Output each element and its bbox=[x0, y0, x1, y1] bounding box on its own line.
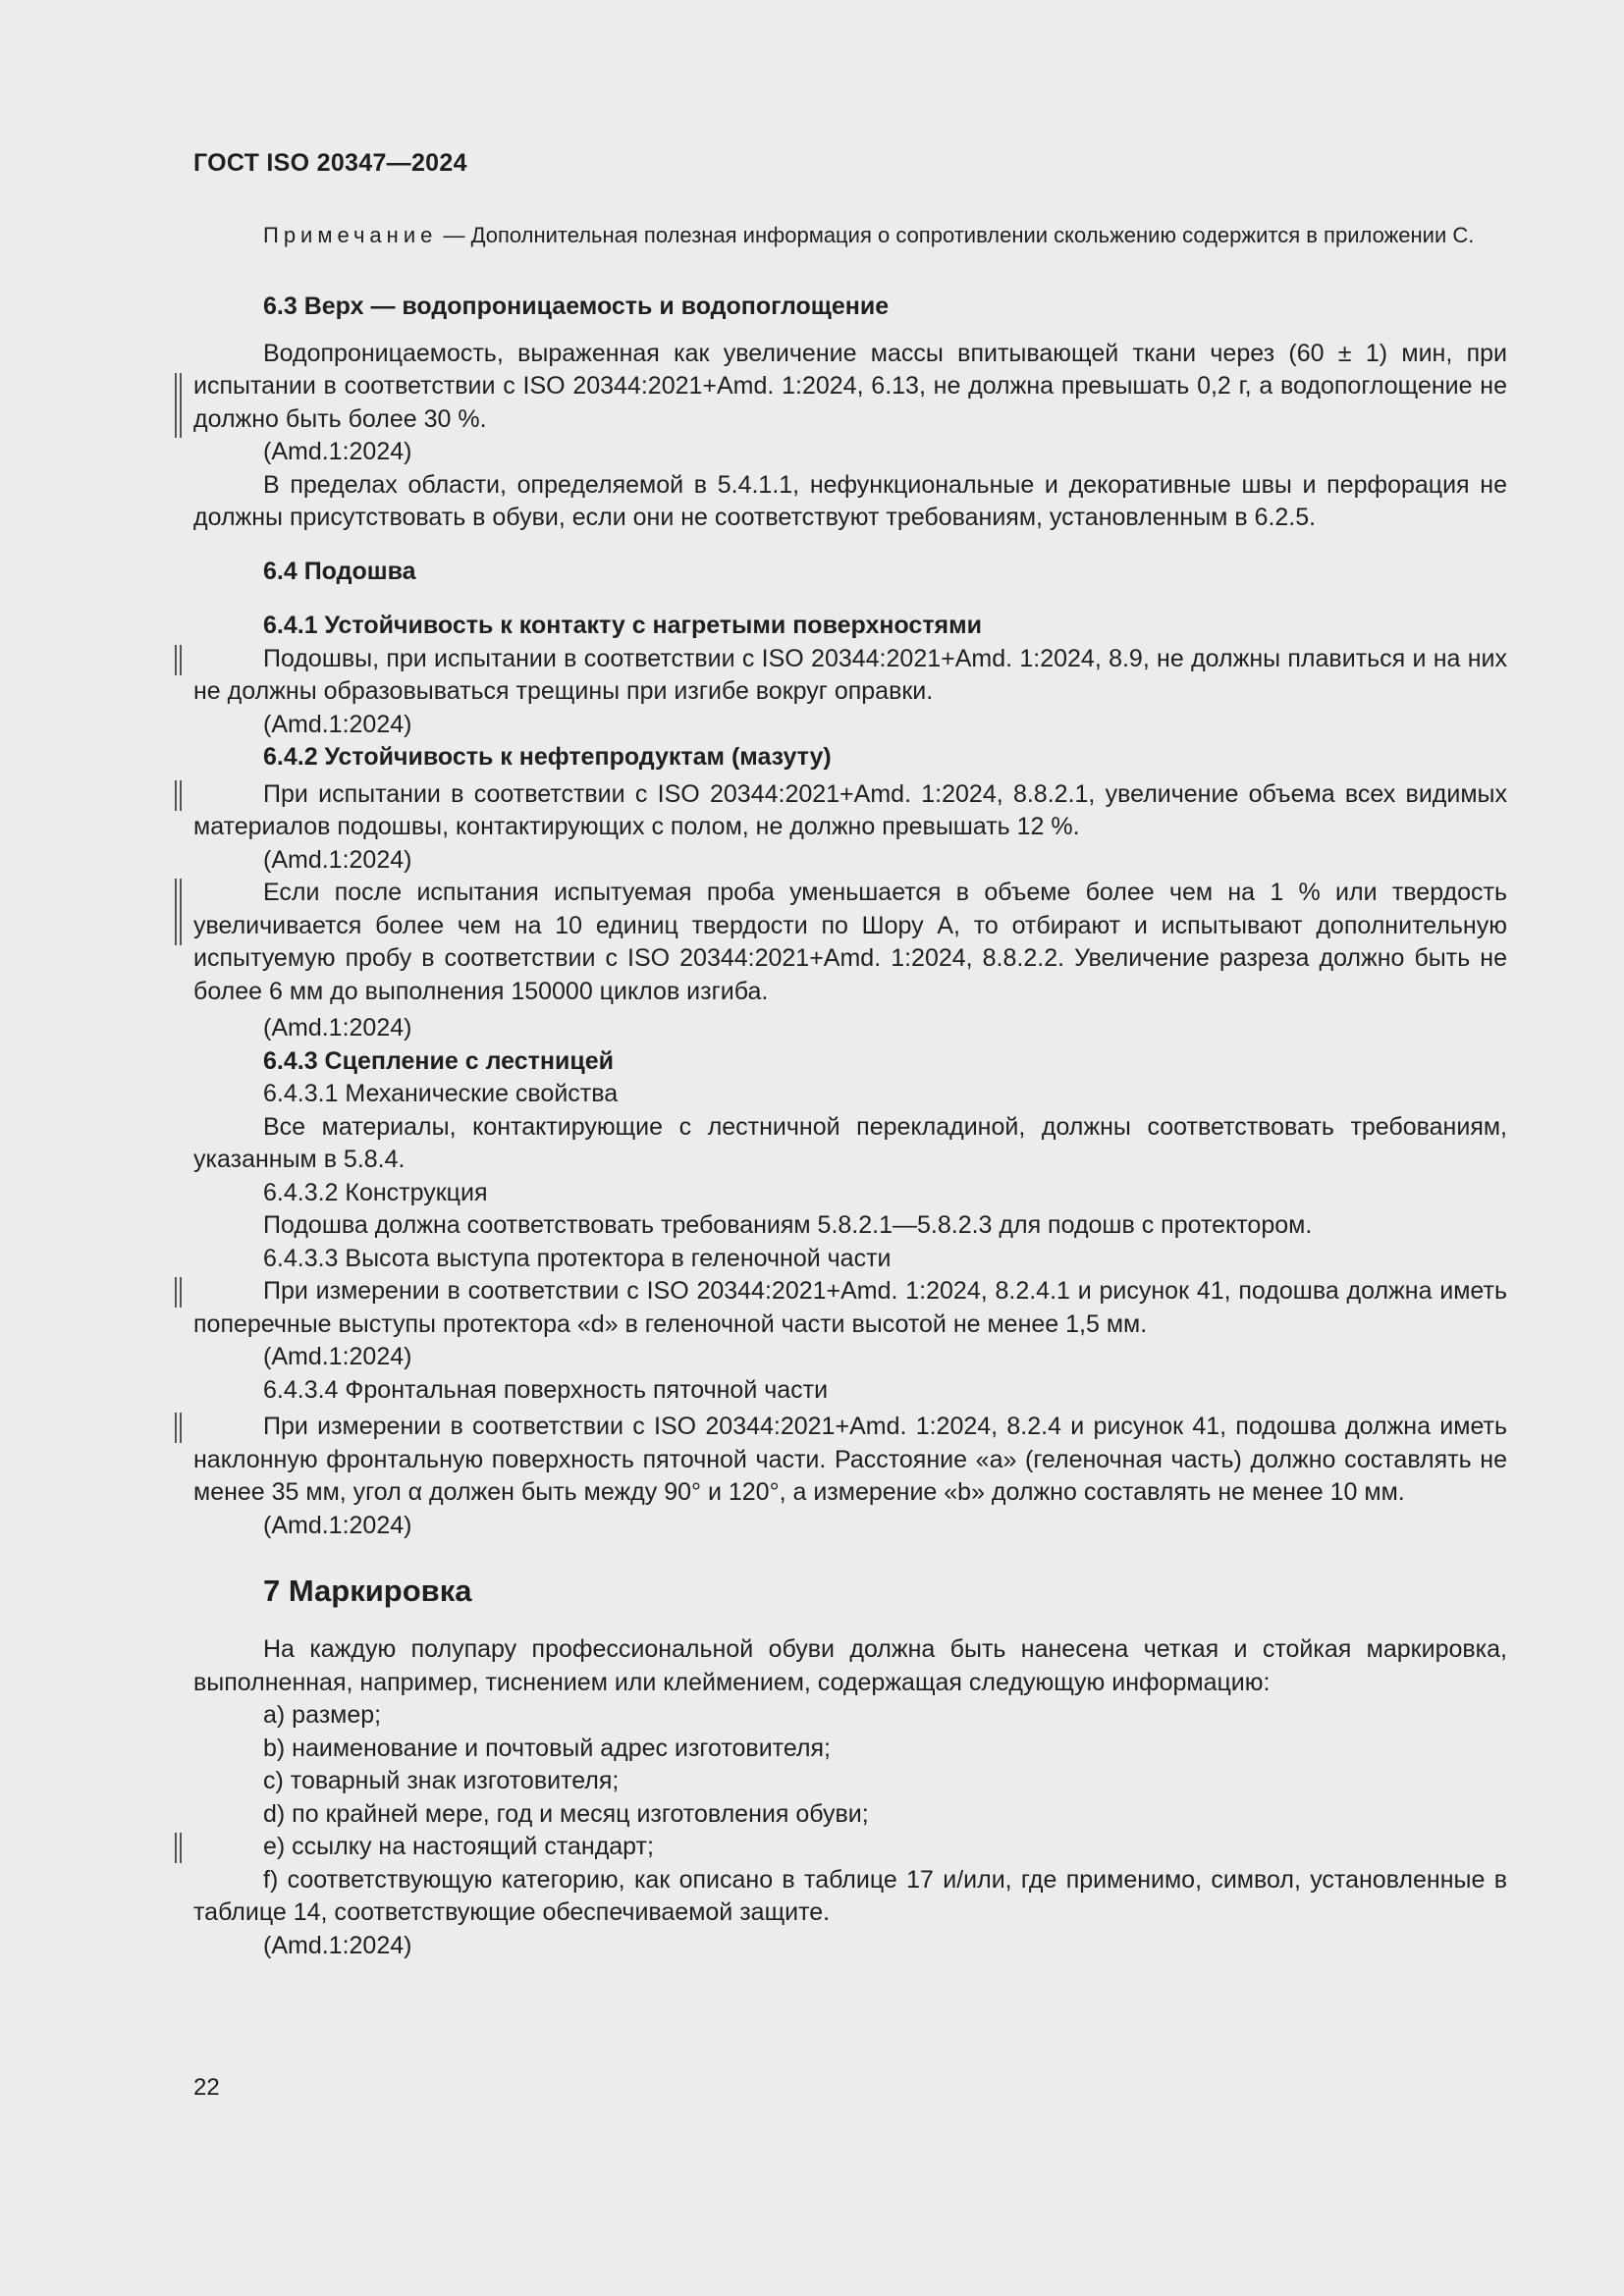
section-6-4-3-title: 6.4.3 Сцепление с лестницей bbox=[263, 1046, 614, 1075]
section-6-4-3-4-title: 6.4.3.4 Фронтальная поверхность пяточной части bbox=[263, 1375, 829, 1404]
section-7-title: 7 Маркировка bbox=[263, 1574, 472, 1608]
section-6-4-2-paragraph-2: Если после испытания испытуемая проба уменьшается в объеме более чем на 1 % или твердость увеличивается более чем на 10 единиц твердости по Шору А, то отбирают и испытывают дополнительную испытуемую пробу в соответствии с ISO 20344:2021+Amd. 1:2024, 8.8.2.2. Увеличение разреза должно быть не более 6 мм до выполнения 150000 циклов изгиба. bbox=[193, 877, 1507, 1008]
section-7-paragraph: На каждую полупару профессиональной обуви должна быть нанесена четкая и стойкая маркировка, выполненная, например, тиснением или клеймением, содержащая следующую информацию: bbox=[193, 1635, 1507, 1696]
amendment-ref: (Amd.1:2024) bbox=[263, 1511, 412, 1539]
section-6-4-2-paragraph-1: При испытании в соответствии с ISO 20344:2021+Amd. 1:2024, 8.8.2.1, увеличение объема всех видимых материалов подошвы, контактирующих с полом, не должно превышать 12 %. bbox=[193, 778, 1507, 844]
section-6-4-title: 6.4 Подошва bbox=[263, 557, 416, 585]
standard-header: ГОСТ ISO 20347—2024 bbox=[193, 149, 467, 177]
amendment-ref: (Amd.1:2024) bbox=[263, 710, 412, 738]
section-6-4-3-2-paragraph: Подошва должна соответствовать требованиям 5.8.2.1—5.8.2.3 для подошв с протектором. bbox=[263, 1211, 1313, 1239]
amendment-ref: (Amd.1:2024) bbox=[263, 1931, 412, 1959]
section-6-4-3-1-paragraph: Все материалы, контактирующие с лестничной перекладиной, должны соответствовать требованиям, указанным в 5.8.4. bbox=[193, 1112, 1507, 1173]
marking-item-c: c) товарный знак изготовителя; bbox=[263, 1767, 620, 1794]
section-6-4-1-paragraph: Подошвы, при испытании в соответствии с ISO 20344:2021+Amd. 1:2024, 8.9, не должны плавиться и на них не должны образовываться трещины при изгибе вокруг оправки. bbox=[193, 643, 1507, 709]
marking-item-f: f) соответствующую категорию, как описано в таблице 17 и/или, где применимо, символ, установленные в таблице 14, соответствующие обеспечиваемой защите. bbox=[193, 1865, 1507, 1926]
marking-item-e: e) ссылку на настоящий стандарт; bbox=[193, 1831, 1507, 1864]
amendment-ref: (Amd.1:2024) bbox=[263, 438, 412, 465]
section-6-4-3-2-title: 6.4.3.2 Конструкция bbox=[263, 1178, 488, 1206]
section-6-4-2-title: 6.4.2 Устойчивость к нефтепродуктам (мазуту) bbox=[263, 743, 832, 771]
section-6-4-3-4-paragraph: При измерении в соответствии с ISO 20344:2021+Amd. 1:2024, 8.2.4 и рисунок 41, подошва должна иметь наклонную фронтальную поверхность пяточной части. Расстояние «a» (геленочная часть) должно составлять не менее 35 мм, угол α должен быть между 90° и 120°, а измерение «b» должно составлять не менее 10 мм. bbox=[193, 1411, 1507, 1510]
marking-item-b: b) наименование и почтовый адрес изготовителя; bbox=[263, 1734, 831, 1762]
note bbox=[193, 220, 1507, 250]
section-6-4-1-title: 6.4.1 Устойчивость к контакту с нагретыми поверхностями bbox=[263, 612, 983, 639]
amendment-ref: (Amd.1:2024) bbox=[263, 1343, 412, 1370]
amendment-ref: (Amd.1:2024) bbox=[263, 845, 412, 874]
section-6-4-3-3-title: 6.4.3.3 Высота выступа протектора в геленочной части bbox=[263, 1244, 892, 1272]
section-6-3-paragraph-1: Водопроницаемость, выраженная как увеличение массы впитывающей ткани через (60 ± 1) мин, при испытании в соответствии с ISO 20344:2021+Amd. 1:2024, 6.13, не должна превышать 0,2 г, а водопоглощение не должно быть более 30 %. bbox=[193, 338, 1507, 437]
page-number: 22 bbox=[193, 2074, 220, 2101]
amendment-ref: (Amd.1:2024) bbox=[263, 1014, 412, 1041]
note-text: — Дополнительная полезная информация о сопротивлении скольжению содержится в приложении С. bbox=[437, 223, 1475, 247]
marking-item-a: a) размер; bbox=[263, 1701, 382, 1729]
note-label: Примечание bbox=[263, 223, 438, 247]
marking-item-d: d) по крайней мере, год и месяц изготовления обуви; bbox=[263, 1799, 869, 1828]
section-6-4-3-1-title: 6.4.3.1 Механические свойства bbox=[263, 1080, 619, 1107]
page-content bbox=[193, 220, 1507, 1962]
section-6-4-3-3-paragraph: При измерении в соответствии с ISO 20344:2021+Amd. 1:2024, 8.2.4.1 и рисунок 41, подошва должна иметь поперечные выступы протектора «d» в геленочной части высотой не менее 1,5 мм. bbox=[193, 1275, 1507, 1341]
section-6-3-paragraph-2: В пределах области, определяемой в 5.4.1.1, нефункциональные и декоративные швы и перфорация не должны присутствовать в обуви, если они не соответствуют требованиям, установленным в 6.2.5. bbox=[193, 470, 1507, 531]
section-6-3-title: 6.3 Верх — водопроницаемость и водопоглощение bbox=[263, 293, 890, 320]
